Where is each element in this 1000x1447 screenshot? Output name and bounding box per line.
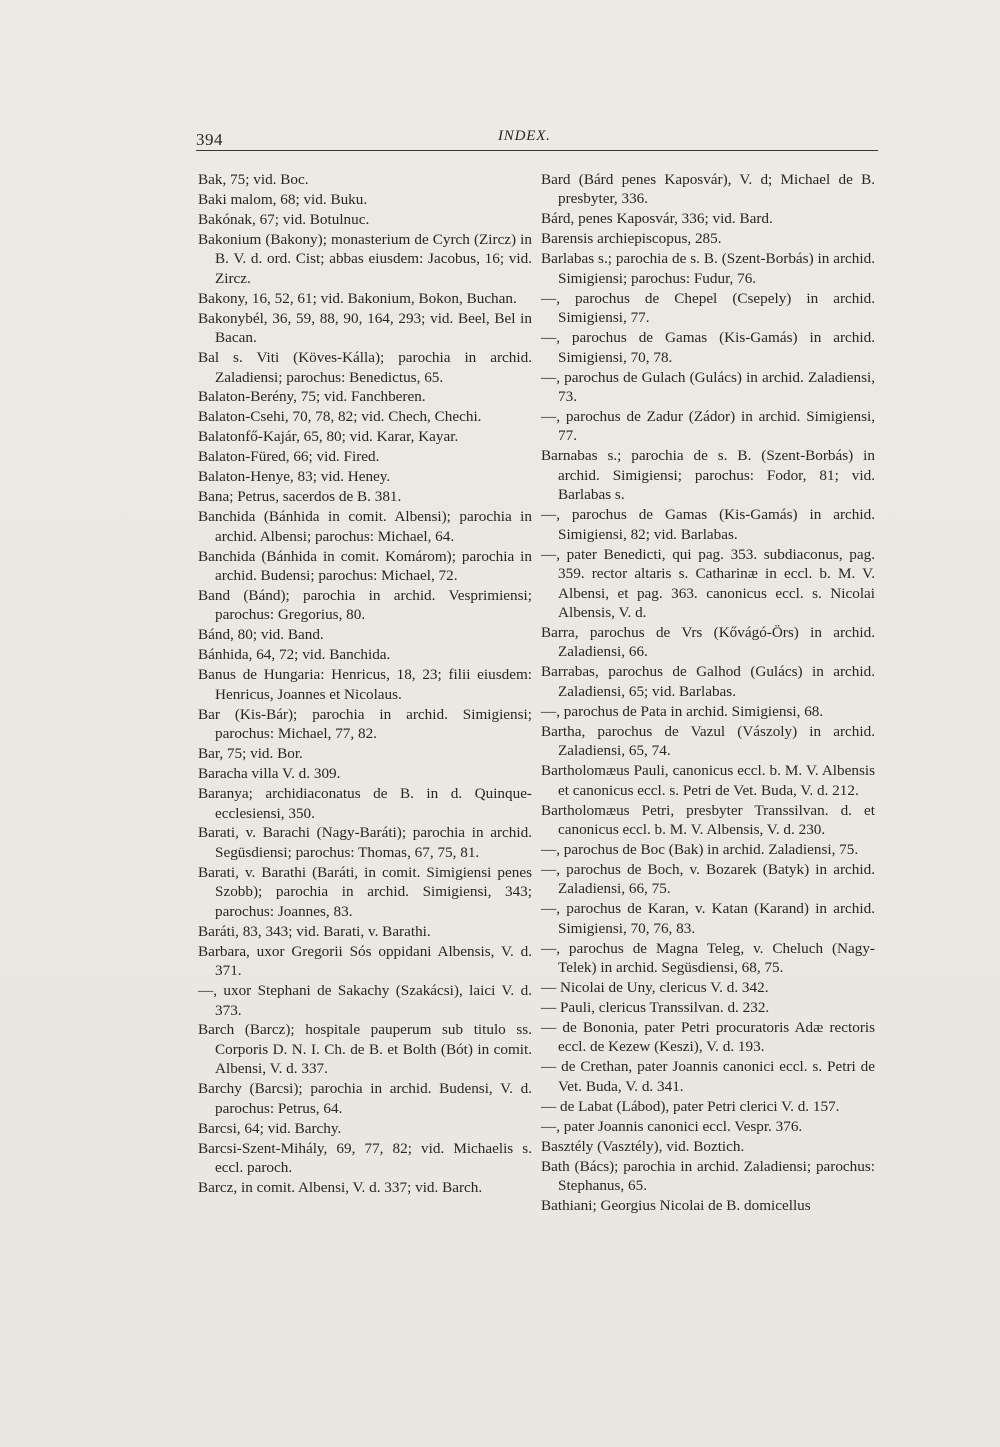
index-entry: Barati, v. Barachi (Nagy-Baráti); parochia in archid. Següsdiensi; parochus: Thomas, 67, 75, 81.: [198, 824, 532, 861]
index-entry: Barcz, in comit. Albensi, V. d. 337; vid. Barch.: [198, 1179, 483, 1197]
page-number: 394: [196, 130, 223, 149]
index-entry: Bal s. Viti (Köves-Kálla); parochia in archid. Zaladiensi; parochus: Benedictus, 65.: [198, 349, 532, 386]
index-entry: Balaton-Henye, 83; vid. Heney.: [198, 468, 391, 486]
index-entry: Bakonybél, 36, 59, 88, 90, 164, 293; vid. Beel, Bel in Bacan.: [198, 309, 532, 347]
header-rule: [196, 150, 878, 151]
index-entry: —, parochus de Boch, v. Bozarek (Batyk) in archid. Zaladiensi, 66, 75.: [541, 860, 875, 898]
index-entry: Barra, parochus de Vrs (Kővágó-Örs) in archid. Zaladiensi, 66.: [541, 623, 875, 661]
index-entry: —, parochus de Chepel (Csepely) in archid. Simigiensi, 77.: [541, 289, 875, 327]
page-header: [196, 128, 876, 148]
index-entry: Banchida (Bánhida in comit. Komárom); parochia in archid. Budensi; parochus: Michael, 72.: [198, 547, 532, 585]
index-entry: — Pauli, clericus Transsilvan. d. 232.: [541, 999, 770, 1017]
index-entry: Bathiani; Georgius Nicolai de B. domicellus: [541, 1197, 811, 1215]
index-entry: Balaton-Berény, 75; vid. Fanchberen.: [198, 388, 426, 406]
index-entry: Bárd, penes Kaposvár, 336; vid. Bard.: [541, 210, 773, 228]
index-entry: Barbara, uxor Gregorii Sós oppidani Albensis, V. d. 371.: [198, 942, 532, 980]
index-entry: Barch (Barcz); hospitale pauperum sub titulo ss. Corporis D. N. I. Ch. de B. et Bolth (Bót) in comit. Albensi, V. d. 337.: [198, 1021, 532, 1078]
index-entry: Bakony, 16, 52, 61; vid. Bakonium, Bokon, Buchan.: [198, 289, 517, 307]
index-entry: Bakónak, 67; vid. Botulnuc.: [198, 210, 370, 228]
index-entry: Balaton-Csehi, 70, 78, 82; vid. Chech, Chechi.: [198, 408, 482, 426]
index-entry: Baranya; archidiaconatus de B. in d. Quinque-ecclesiensi, 350.: [198, 785, 532, 822]
index-entry: Banus de Hungaria: Henricus, 18, 23; filii eiusdem: Henricus, Joannes et Nicolaus.: [198, 666, 532, 703]
index-entry: Baracha villa V. d. 309.: [198, 765, 341, 783]
index-entry: —, parochus de Pata in archid. Simigiensi, 68.: [541, 702, 824, 720]
index-column-right: [541, 170, 875, 1216]
index-entry: Barensis archiepiscopus, 285.: [541, 230, 722, 248]
index-entry: Bakonium (Bakony); monasterium de Cyrch (Zircz) in B. V. d. ord. Cist; abbas eiusdem: Jacobus, 16; vid. Zircz.: [198, 230, 532, 287]
index-entry: —, parochus de Gamas (Kis-Gamás) in archid. Simigiensi, 82; vid. Barlabas.: [541, 506, 875, 543]
index-entry: —, parochus de Karan, v. Katan (Karand) in archid. Simigiensi, 70, 76, 83.: [541, 900, 875, 937]
index-entry: Bartholomæus Petri, presbyter Transsilvan. d. et canonicus eccl. b. M. V. Albensis, V. d. 230.: [541, 801, 875, 838]
index-entry: Bar, 75; vid. Bor.: [198, 745, 303, 763]
index-entry: Barcsi-Szent-Mihály, 69, 77, 82; vid. Michaelis s. eccl. paroch.: [198, 1139, 532, 1177]
index-entry: —, parochus de Boc (Bak) in archid. Zaladiensi, 75.: [541, 840, 859, 858]
index-entry: Baráti, 83, 343; vid. Barati, v. Barathi.: [198, 922, 431, 940]
index-entry: Barrabas, parochus de Galhod (Gulács) in archid. Zaladiensi, 65; vid. Barlabas.: [541, 663, 875, 700]
index-entry: Bartha, parochus de Vazul (Vászoly) in archid. Zaladiensi, 65, 74.: [541, 722, 875, 760]
index-entry: Barnabas s.; parochia de s. B. (Szent-Borbás) in archid. Simigiensi; parochus: Fodor, 81; vid. Barlabas s.: [541, 447, 875, 504]
index-entry: —, parochus de Gamas (Kis-Gamás) in archid. Simigiensi, 70, 78.: [541, 329, 875, 366]
index-entry: —, parochus de Gulach (Gulács) in archid. Zaladiensi, 73.: [541, 368, 875, 405]
index-entry: Bánhida, 64, 72; vid. Banchida.: [198, 646, 391, 664]
index-entry: Balatonfő-Kajár, 65, 80; vid. Karar, Kayar.: [198, 428, 459, 446]
index-entry: — de Crethan, pater Joannis canonici eccl. s. Petri de Vet. Buda, V. d. 341.: [541, 1058, 875, 1095]
index-entry: —, pater Joannis canonici eccl. Vespr. 376.: [541, 1117, 803, 1135]
running-head: INDEX.: [498, 128, 551, 144]
index-entry: Bánd, 80; vid. Band.: [198, 626, 324, 644]
index-entry: —, pater Benedicti, qui pag. 353. subdiaconus, pag. 359. rector altaris s. Catharinæ in eccl. b. M. V. Albensi, et pag. 363. canonicus eccl. s. Nicolai Albensis, V. d.: [541, 545, 875, 621]
index-entry: Banchida (Bánhida in comit. Albensi); parochia in archid. Albensi; parochus: Michael, 64.: [198, 508, 532, 545]
index-entry: —, uxor Stephani de Sakachy (Szakácsi), laici V. d. 373.: [198, 982, 532, 1019]
index-entry: Bath (Bács); parochia in archid. Zaladiensi; parochus: Stephanus, 65.: [541, 1157, 875, 1195]
index-entry: Barchy (Barcsi); parochia in archid. Budensi, V. d. parochus: Petrus, 64.: [198, 1080, 532, 1117]
index-entry: Bartholomæus Pauli, canonicus eccl. b. M. V. Albensis et canonicus eccl. s. Petri de Vet. Buda, V. d. 212.: [541, 762, 875, 799]
index-entry: — de Bononia, pater Petri procuratoris Adæ rectoris eccl. de Kezew (Keszi), V. d. 193.: [541, 1018, 875, 1056]
index-entry: Barati, v. Barathi (Baráti, in comit. Simigiensi penes Szobb); parochia in archid. Simigiensi, 343; parochus: Joannes, 83.: [198, 863, 532, 920]
index-entry: Bana; Petrus, sacerdos de B. 381.: [198, 488, 402, 506]
index-entry: Barcsi, 64; vid. Barchy.: [198, 1119, 342, 1137]
index-entry: Baki malom, 68; vid. Buku.: [198, 190, 368, 208]
index-entry: —, parochus de Zadur (Zádor) in archid. Simigiensi, 77.: [541, 407, 875, 445]
index-entry: Band (Bánd); parochia in archid. Vesprimiensi; parochus: Gregorius, 80.: [198, 587, 532, 624]
index-entry: — Nicolai de Uny, clericus V. d. 342.: [541, 979, 769, 997]
index-entry: Bar (Kis-Bár); parochia in archid. Simigiensi; parochus: Michael, 77, 82.: [198, 705, 532, 743]
index-column-left: [198, 170, 532, 1198]
index-entry: Bard (Bárd penes Kaposvár), V. d; Michael de B. presbyter, 336.: [541, 171, 875, 208]
index-entry: Barlabas s.; parochia de s. B. (Szent-Borbás) in archid. Simigiensi; parochus: Fudur, 76.: [541, 250, 875, 287]
index-entry: —, parochus de Magna Teleg, v. Cheluch (Nagy-Telek) in archid. Següsdiensi, 68, 75.: [541, 939, 875, 977]
index-entry: Basztély (Vasztély), vid. Boztich.: [541, 1137, 745, 1155]
index-entry: Bak, 75; vid. Boc.: [198, 171, 309, 188]
index-entry: — de Labat (Lábod), pater Petri clerici V. d. 157.: [541, 1097, 840, 1115]
index-entry: Balaton-Füred, 66; vid. Fired.: [198, 448, 380, 466]
